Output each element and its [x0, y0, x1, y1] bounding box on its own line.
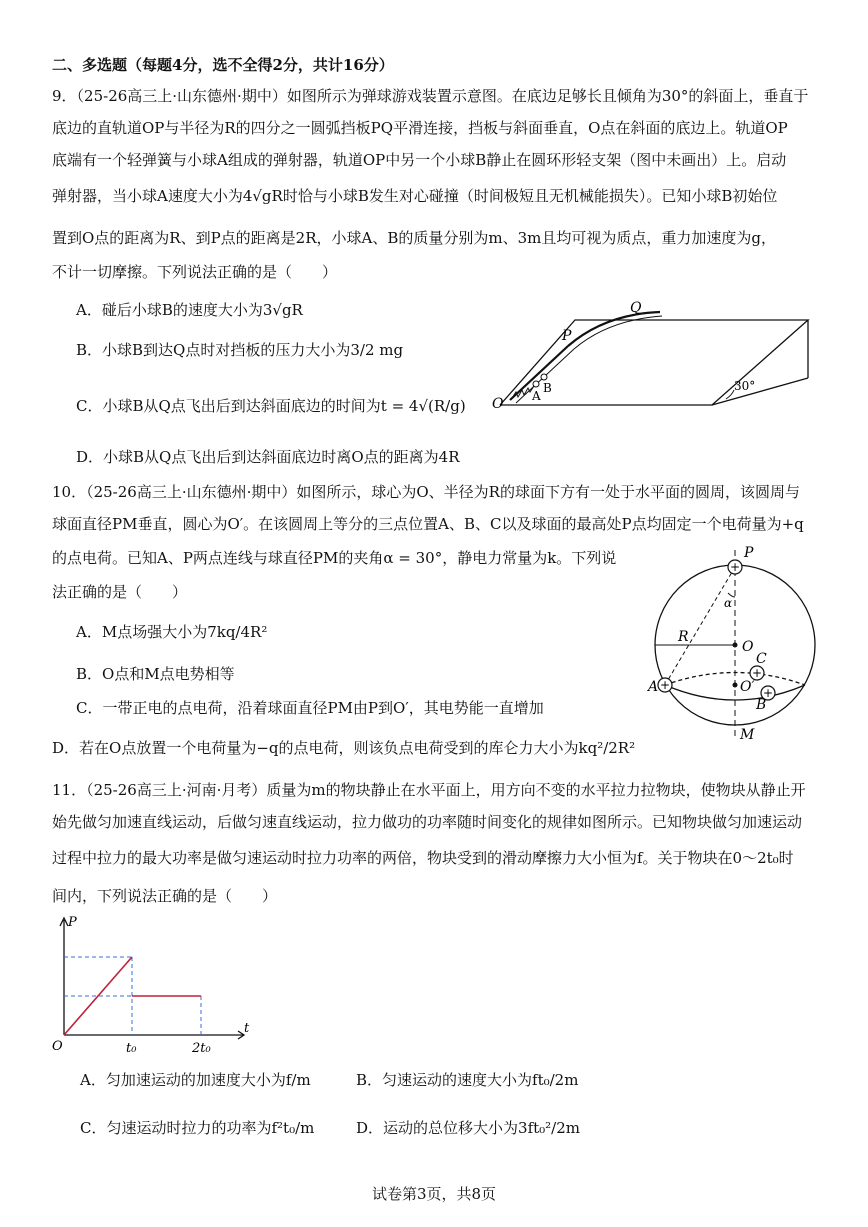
q11-option-b[interactable]: B．匀速运动的速度大小为ft₀/2m	[356, 1071, 579, 1089]
tick-2t0: 2t₀	[192, 1041, 211, 1056]
q10-option-a[interactable]: A．M点场强大小为7kq/4R²	[76, 623, 268, 641]
plus-b: +	[762, 686, 774, 700]
label-o: O	[492, 396, 504, 412]
label-a: A	[532, 389, 541, 403]
axis-t: t	[244, 1021, 250, 1036]
q9-line-3: 底端有一个轻弹簧与小球A组成的弹射器，轨道OP中另一个小球B静止在圆环形轻支架（图中未画出）上。启动	[52, 151, 787, 169]
plus-a: +	[659, 678, 671, 692]
label-o-prime: O′	[740, 679, 755, 695]
ball-b	[541, 374, 547, 380]
label-p: P	[744, 545, 754, 561]
q9-line-5: 置到O点的距离为R、到P点的距离是2R，小球A、B的质量分别为m、3m且均可视为质点，重力加速度为g，	[52, 229, 776, 247]
q9-option-c[interactable]: C．小球B从Q点飞出后到达斜面底边的时间为t = 4√(R/g)	[76, 397, 466, 415]
q9-option-a[interactable]: A．碰后小球B的速度大小为3√gR	[76, 301, 303, 319]
label-b: B	[543, 381, 552, 395]
q9-line-4: 弹射器，当小球A速度大小为4√gR时恰与小球B发生对心碰撞（时间极短且无机械能损失）。已知小球B初始位	[52, 187, 778, 205]
label-angle: 30°	[734, 379, 756, 393]
page-footer: 试卷第3页，共8页	[371, 1185, 497, 1203]
q10-option-d[interactable]: D．若在O点放置一个电荷量为−q的点电荷，则该负点电荷受到的库仑力大小为kq²/2R²	[52, 739, 636, 757]
label-p: P	[562, 328, 572, 344]
q10-line-3: 的点电荷。已知A、P两点连线与球直径PM的夹角α = 30°，静电力常量为k。下列说	[52, 549, 617, 567]
q11-line-1: 11．（25-26高三上·河南·月考）质量为m的物块静止在水平面上，用方向不变的水平拉力拉物块，使物块从静止开	[52, 781, 806, 799]
q10-line-2: 球面直径PM垂直，圆心为O′。在该圆周上等分的三点位置A、B、C以及球面的最高处P点均固定一个电荷量为+q	[52, 515, 804, 533]
q9-line-1: 9．（25-26高三上·山东德州·期中）如图所示为弹球游戏装置示意图。在底边足够长且倾角为30°的斜面上，垂直于	[52, 87, 809, 105]
q10-line-1: 10．（25-26高三上·山东德州·期中）如图所示，球心为O、半径为R的球面下方有一处于水平面的圆周，该圆周与	[52, 483, 800, 501]
label-m: M	[740, 727, 755, 743]
q11-option-c[interactable]: C．匀速运动时拉力的功率为f²t₀/m	[80, 1119, 315, 1137]
label-o: O	[742, 639, 754, 655]
tick-t0: t₀	[126, 1041, 137, 1056]
q9-line-6: 不计一切摩擦。下列说法正确的是（ ）	[52, 263, 338, 281]
q10-sphere-figure	[640, 545, 830, 745]
label-a: A	[648, 679, 659, 695]
section-title: 二、多选题（每题4分，选不全得2分，共计16分）	[52, 56, 394, 74]
q11-line-4: 间内，下列说法正确的是（ ）	[52, 887, 278, 905]
q10-line-4: 法正确的是（ ）	[52, 583, 188, 601]
q10-option-c[interactable]: C．一带正电的点电荷，沿着球面直径PM由P到O′，其电势能一直增加	[76, 699, 544, 717]
plus-c: +	[751, 666, 763, 680]
origin-o: O	[52, 1039, 63, 1054]
q11-line-2: 始先做匀加速直线运动，后做匀速直线运动，拉力做功的功率随时间变化的规律如图所示。已知物块做匀加速运动	[52, 813, 803, 831]
q11-power-graph	[48, 910, 258, 1060]
label-alpha: α	[724, 596, 733, 610]
q10-option-b[interactable]: B．O点和M点电势相等	[76, 665, 235, 683]
q11-line-3: 过程中拉力的最大功率是做匀速运动时拉力功率的两倍，物块受到的滑动摩擦力大小恒为f。关于物块在0～2t₀时	[52, 849, 794, 867]
ball-a	[533, 381, 539, 387]
q9-line-2: 底边的直轨道OP与半径为R的四分之一圆弧挡板PQ平滑连接，挡板与斜面垂直，O点在斜面的底边上。轨道OP	[52, 119, 788, 137]
q9-incline-figure	[480, 300, 820, 415]
q9-option-d[interactable]: D．小球B从Q点飞出后到达斜面底边时离O点的距离为4R	[76, 448, 460, 466]
label-c: C	[756, 651, 767, 667]
q11-option-a[interactable]: A．匀加速运动的加速度大小为f/m	[80, 1071, 311, 1089]
q9-option-b[interactable]: B．小球B到达Q点时对挡板的压力大小为3/2 mg	[76, 341, 404, 359]
q11-option-d[interactable]: D．运动的总位移大小为3ft₀²/2m	[356, 1119, 580, 1137]
label-r: R	[678, 629, 689, 645]
label-b: B	[756, 697, 767, 713]
plus-p: +	[729, 560, 741, 574]
label-q: Q	[630, 300, 642, 316]
axis-p: P	[68, 915, 77, 930]
